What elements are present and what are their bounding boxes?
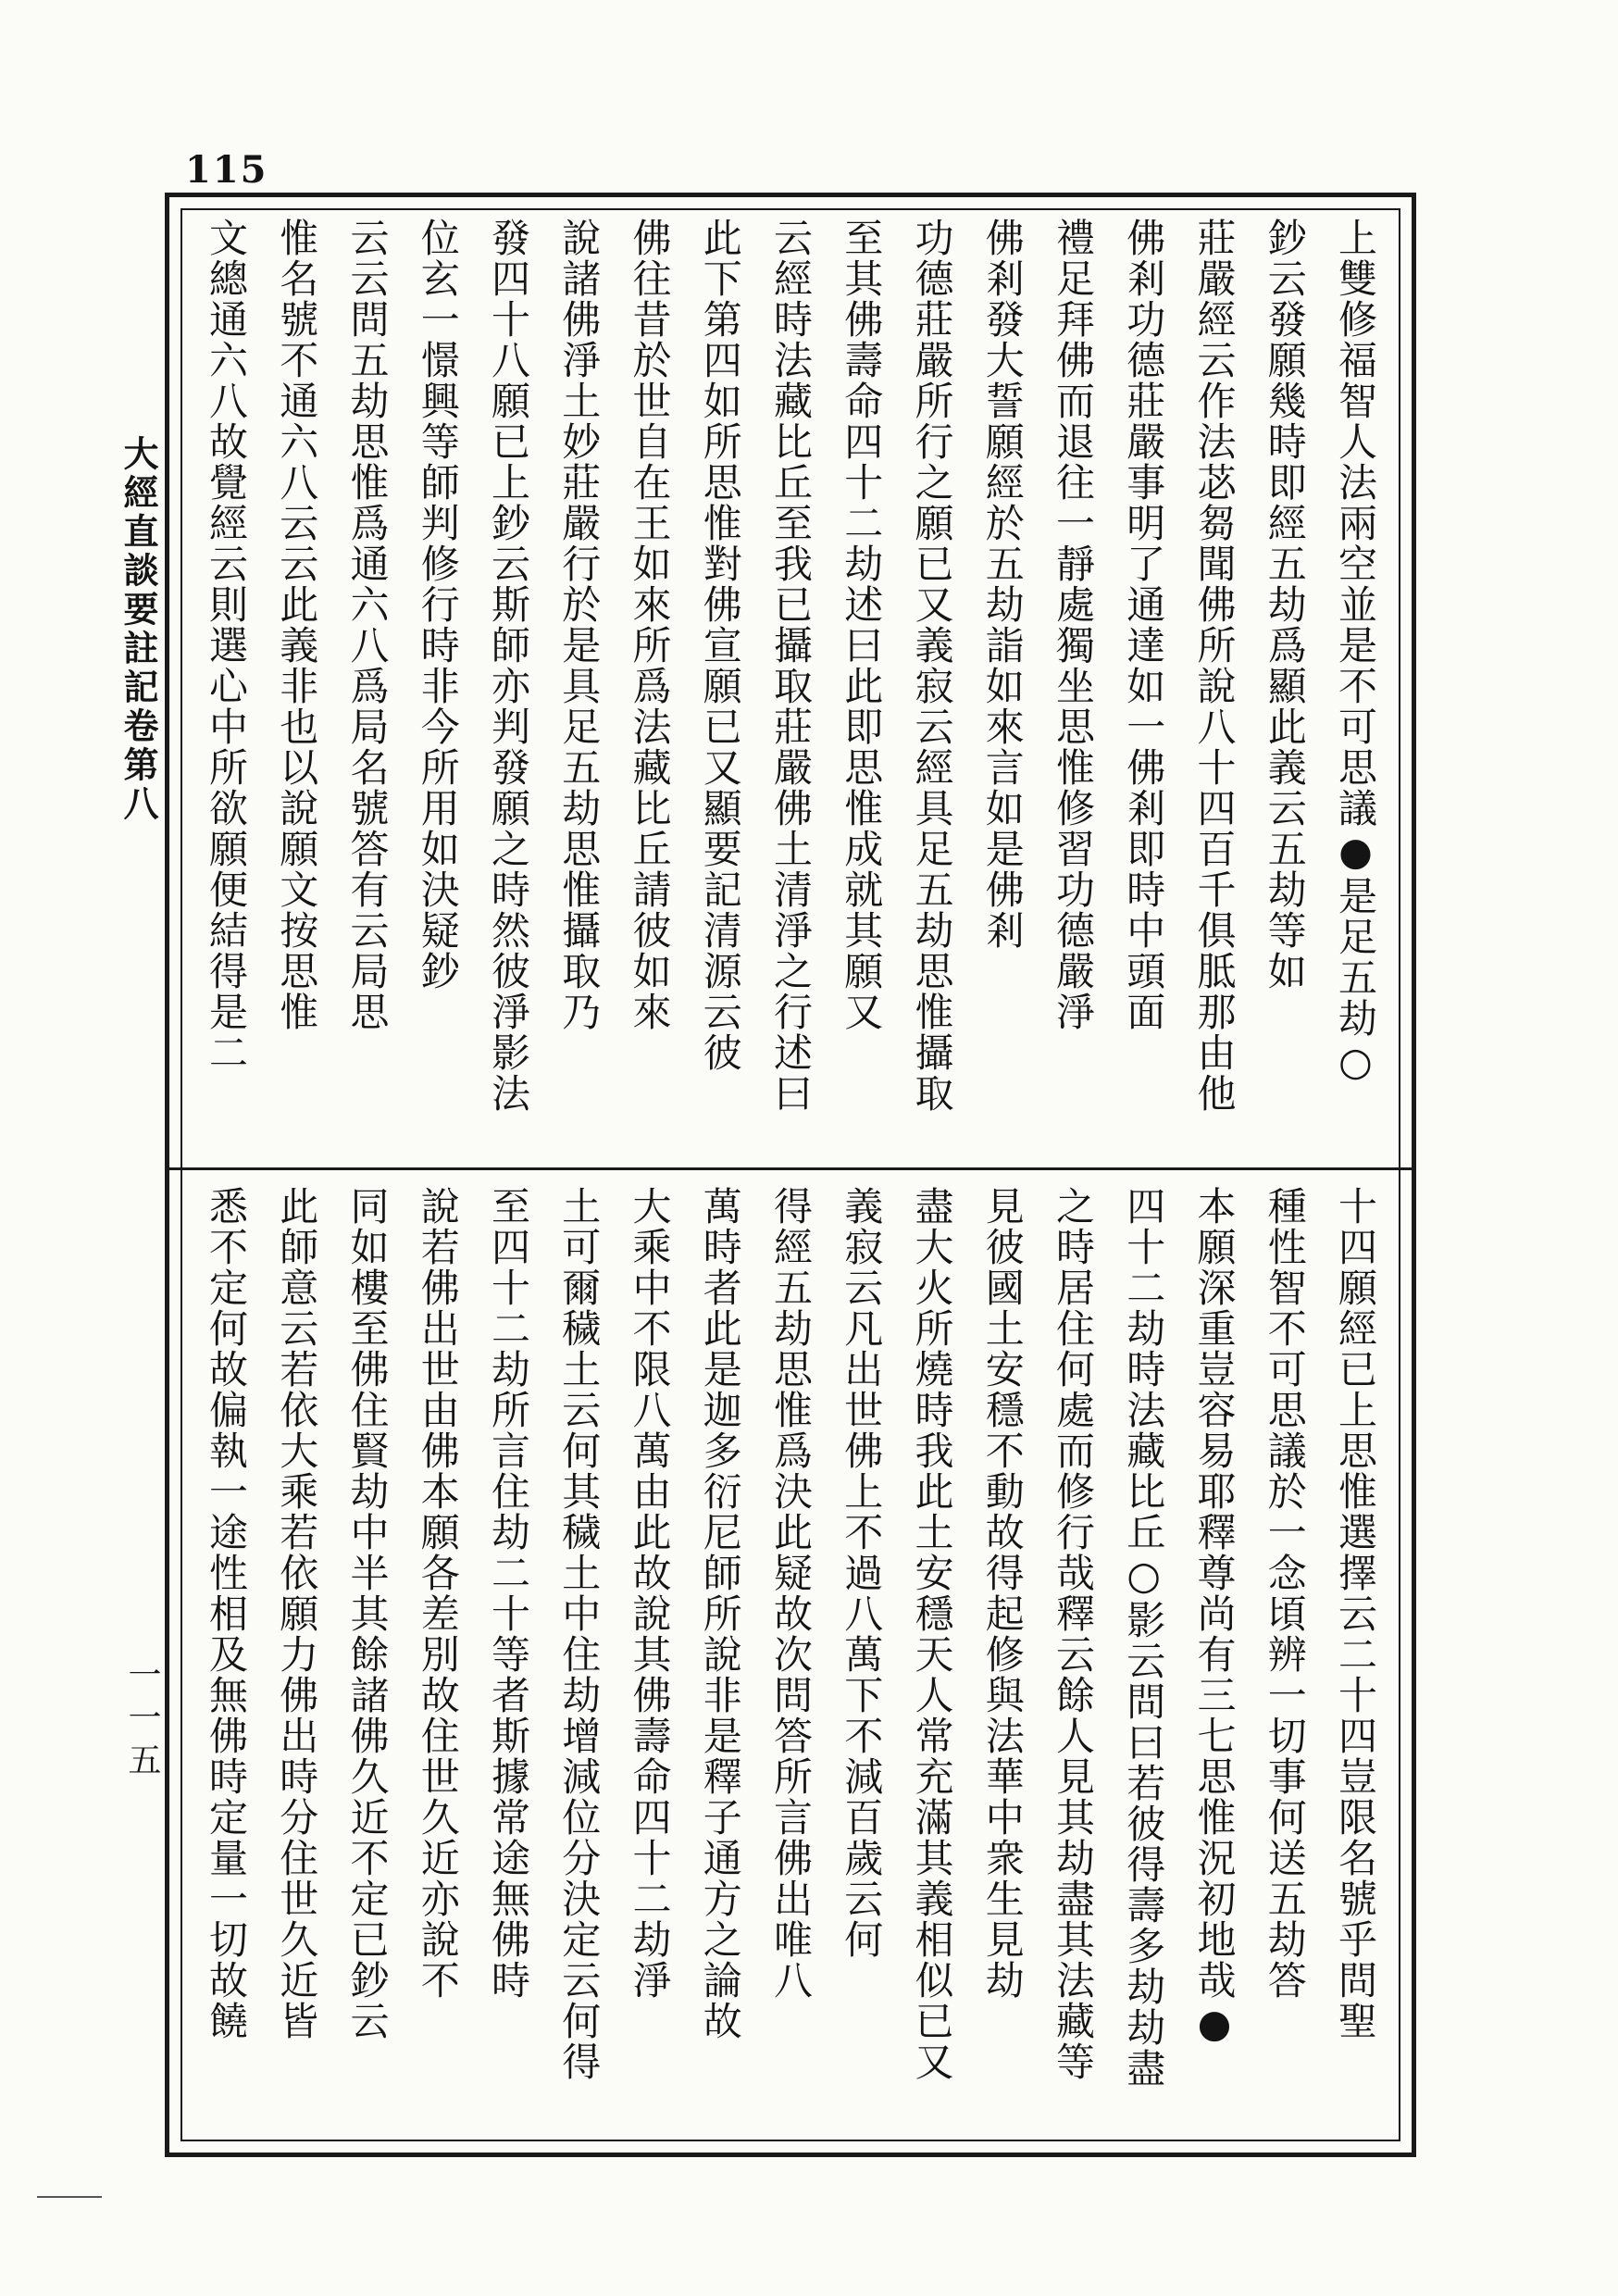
text-column: 說諸佛淨土妙莊嚴行於是具足五劫思惟攝取乃 — [556, 218, 603, 1032]
text-column: 佛往昔於世自在王如來所爲法藏比丘請彼如來 — [627, 218, 673, 1032]
text-column: 種性智不可思議於一念頃辨一切事何送五劫答 — [1262, 1186, 1308, 2001]
folio: 一一五 — [123, 1657, 161, 1785]
text-column: 萬時者此是迦多衍尼師所說非是釋子通方之論故 — [697, 1186, 743, 2041]
text-column: 發四十八願已上鈔云斯師亦判發願之時然彼淨影法 — [486, 218, 531, 1114]
text-column: 此下第四如所思惟對佛宣願已又顯要記清源云彼 — [697, 218, 743, 1073]
text-column: 云經時法藏比丘至我已攝取莊嚴佛土清淨之行述曰 — [768, 218, 814, 1114]
text-column: 此師意云若依大乘若依願力佛出時分住世久近皆 — [274, 1186, 320, 2041]
text-column: 文總通六八故覺經云則選心中所欲願便結得是二 — [204, 218, 249, 1073]
text-column: 之時居住何處而修行哉釋云餘人見其劫盡其法藏等 — [1051, 1186, 1096, 2082]
text-column: 十四願經已上思惟選擇云二十四豈限名號乎問聖 — [1333, 1186, 1378, 2041]
text-column: 莊嚴經云作法苾芻聞佛所說八十四百千俱胝那由他 — [1191, 218, 1238, 1114]
text-column: 云云問五劫思惟爲通六八爲局名號答有云局思 — [344, 218, 391, 1032]
text-column: 說若佛出世由佛本願各差別故住世久近亦說不 — [415, 1186, 461, 2001]
edge-mark — [37, 2196, 102, 2198]
page-number: 115 — [185, 148, 268, 192]
bottom-register — [184, 1186, 1397, 2121]
text-column: 至四十二劫所言住劫二十等者斯據常途無佛時 — [486, 1186, 531, 2001]
text-frame — [165, 193, 1416, 2157]
text-column: 本願深重豈容易耶釋尊尚有三七思惟況初地哉● — [1191, 1186, 1238, 2048]
text-column: 禮足拜佛而退往一靜處獨坐思惟修習功德嚴淨 — [1051, 218, 1096, 1032]
text-column: 得經五劫思惟爲決此疑故次問答所言佛出唯八 — [768, 1186, 814, 2001]
text-column: 大乘中不限八萬由此故說其佛壽命四十二劫淨 — [627, 1186, 673, 2001]
text-column: 四十二劫時法藏比丘○影云問曰若彼得壽多劫劫盡 — [1121, 1186, 1167, 2089]
text-column: 上雙修福智人法兩空並是不可思議●是足五劫○ — [1333, 218, 1378, 1086]
text-column: 見彼國土安穩不動故得起修與法華中衆生見劫 — [979, 1186, 1026, 2001]
text-column: 悉不定何故偏執一途性相及無佛時定量一切故饒 — [204, 1186, 249, 2041]
text-column: 佛剎功德莊嚴事明了通達如一佛剎即時中頭面 — [1121, 218, 1167, 1032]
text-column: 佛剎發大誓願經於五劫詣如來言如是佛剎 — [979, 218, 1026, 951]
text-column: 鈔云發願幾時即經五劫爲顯此義云五劫等如 — [1262, 218, 1308, 992]
text-column: 惟名號不通六八云云此義非也以說願文按思惟 — [274, 218, 320, 1032]
text-column: 同如樓至佛住賢劫中半其餘諸佛久近不定已鈔云 — [344, 1186, 391, 2041]
running-title: 大經直談要註記卷第八 — [118, 435, 159, 824]
text-column: 功德莊嚴所行之願已又義寂云經具足五劫思惟攝取 — [909, 218, 955, 1114]
text-column: 位玄一憬興等師判修行時非今所用如決疑鈔 — [415, 218, 461, 992]
text-column: 盡大火所燒時我此土安穩天人常充滿其義相似已又 — [909, 1186, 955, 2082]
register-divider — [169, 1167, 1412, 1170]
text-column: 義寂云凡出世佛上不過八萬下不減百歲云何 — [839, 1186, 885, 1960]
top-register — [184, 218, 1397, 1153]
text-column: 至其佛壽命四十二劫述曰此即思惟成就其願又 — [839, 218, 885, 1032]
text-column: 土可爾穢土云何其穢土中住劫增減位分決定云何得 — [556, 1186, 603, 2082]
